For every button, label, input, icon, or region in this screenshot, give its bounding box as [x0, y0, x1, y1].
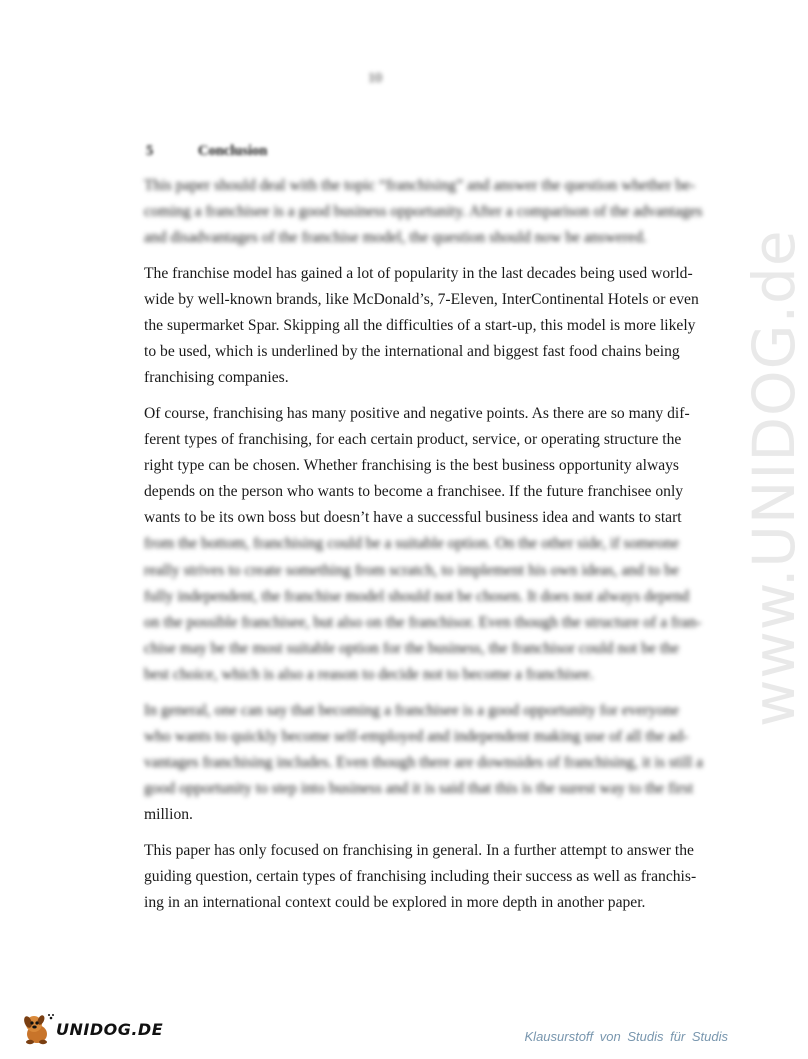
text-line: ing in an international context could be explored in more depth in another paper.	[144, 893, 646, 911]
blurred-text-line: who wants to quickly become self-employed and independent making use of all the ad-	[144, 727, 689, 745]
text-line: This paper has only focused on franchising in general. In a further attempt to answer the	[144, 841, 694, 859]
section-title: Conclusion	[198, 143, 268, 159]
blurred-text-line: and disadvantages of the franchise model, the question should now be answered.	[144, 229, 647, 247]
text-line: The franchise model has gained a lot of popularity in the last decades being used world-	[144, 264, 693, 282]
dog-mascot-icon	[20, 1012, 54, 1046]
blurred-text-line: really strives to create something from scratch, to implement his own ideas, and to be	[144, 561, 679, 579]
unidog-logo[interactable]	[20, 1009, 163, 1049]
paragraph	[144, 261, 699, 392]
paragraph	[144, 173, 703, 252]
page-number: 10	[368, 71, 382, 86]
text-line: Of course, franchising has many positive and negative points. As there are so many dif-	[144, 404, 690, 422]
body-text	[144, 173, 704, 925]
blurred-text-line: coming a franchisee is a good business opportunity. After a comparison of the advantages	[144, 203, 703, 221]
paragraph	[144, 838, 697, 917]
paragraph	[144, 401, 702, 689]
watermark-text: www.UNIDOG.de	[740, 229, 808, 727]
text-line: wants to be its own boss but doesn’t have a successful business idea and wants to start	[144, 509, 682, 527]
paragraph	[144, 698, 704, 829]
blurred-text-line: chise may be the most suitable option for the business, the franchisor could not be the	[144, 640, 679, 658]
text-line: to be used, which is underlined by the international and biggest fast food chains being	[144, 343, 680, 361]
blurred-text-line: best choice, which is also a reason to decide not to become a franchisee.	[144, 666, 594, 684]
section-heading	[146, 143, 267, 160]
blurred-text-line: This paper should deal with the topic “franchising” and answer the question whether be-	[144, 177, 696, 194]
blurred-text-line: on the possible franchisee, but also on the franchisor. Even though the structure of a fran-	[144, 614, 702, 631]
blurred-text-line: vantages franchising includes. Even though there are downsides of franchising, it is still a	[144, 753, 704, 771]
text-line: the supermarket Spar. Skipping all the difficulties of a start-up, this model is more likely	[144, 316, 696, 334]
text-line: ferent types of franchising, for each certain product, service, or operating structure the	[144, 430, 682, 448]
text-line: depends on the person who wants to become a franchisee. If the future franchisee only	[144, 483, 684, 501]
footer-tagline: Klausurstoff von Studis für Studis	[524, 1029, 728, 1044]
text-line: franchising companies.	[144, 369, 289, 387]
text-line: guiding question, certain types of franchising including their success as well as franchis-	[144, 867, 697, 885]
text-line: million.	[144, 806, 193, 824]
logo-text: UNIDOG.DE	[56, 1019, 164, 1039]
blurred-text-line: fully independent, the franchise model should not be chosen. It does not always depend	[144, 587, 690, 605]
blurred-text-line: good opportunity to step into business and it is said that this is the surest way to the first	[144, 780, 694, 798]
section-number: 5	[146, 143, 154, 159]
text-line: right type can be chosen. Whether franchising is the best business opportunity always	[144, 456, 679, 474]
blurred-text-line: In general, one can say that becoming a franchisee is a good opportunity for everyone	[144, 701, 679, 719]
text-line: wide by well-known brands, like McDonald’s, 7-Eleven, InterContinental Hotels or even	[144, 290, 699, 308]
blurred-text-line: from the bottom, franchising could be a suitable option. On the other side, if someone	[144, 535, 679, 553]
